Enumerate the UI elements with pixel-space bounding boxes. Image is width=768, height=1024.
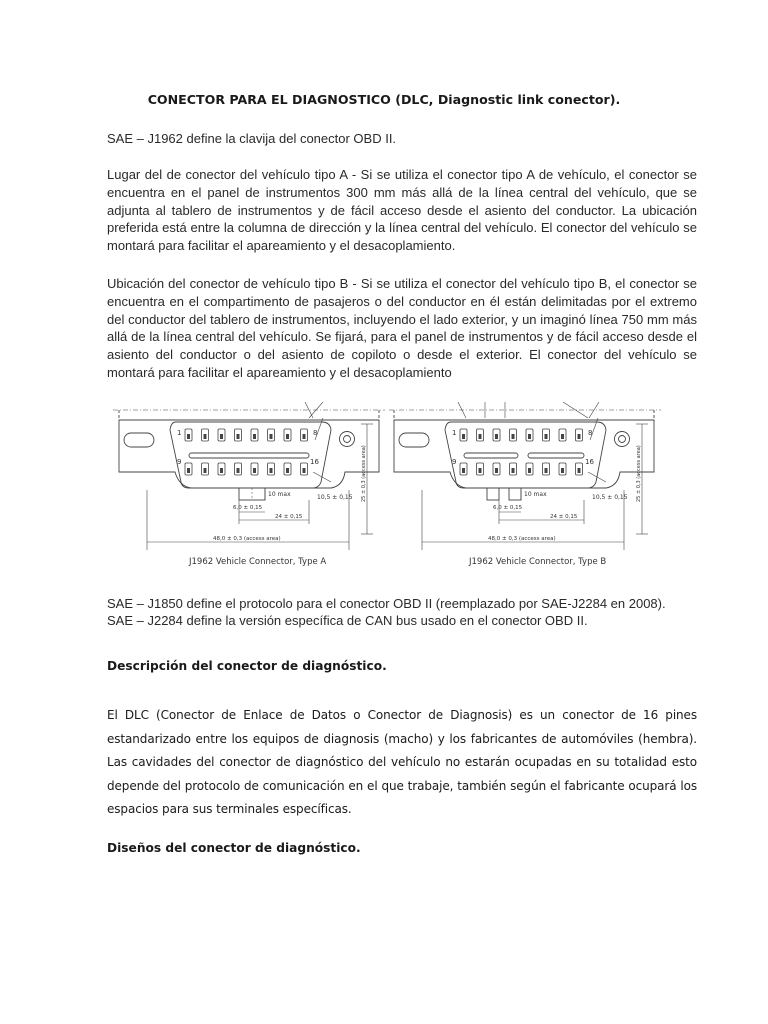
connector-b-drawing xyxy=(389,402,661,500)
j1962-connector-figure xyxy=(113,402,671,574)
connector-b-pin9-label: 9 xyxy=(452,458,457,466)
connector-b-pin1-label: 1 xyxy=(452,429,457,437)
section-heading-disenos: Diseños del conector de diagnóstico. xyxy=(107,841,361,855)
connector-b-pin-contact-5 xyxy=(528,434,531,439)
connector-b-pin-contact-12 xyxy=(512,468,515,473)
connector-b-pin-contact-1 xyxy=(462,434,465,439)
connector-a-pin-contact-14 xyxy=(270,468,273,473)
connector-b-dim-10max: 10 max xyxy=(524,491,547,498)
connector-b-dim-25: 25 ± 0,3 (access area) xyxy=(636,445,642,502)
connector-a-dimensions xyxy=(147,424,373,550)
connector-a-caption: J1962 Vehicle Connector, Type A xyxy=(189,557,327,567)
connector-a-pin-contact-5 xyxy=(253,434,256,439)
connector-b-pins xyxy=(460,429,583,475)
paragraph-type-b-location: Ubicación del conector de vehículo tipo B - Si se utiliza el conector del vehículo tipo B, el conector se encuentra en el compartimento de pasajeros o del conductor en él están delimitadas por el extremo del conductor del tablero de instrumentos, incluyendo el lado exterior, y un imaginó línea 750 mm más allá de la línea central del vehículo. Se fijará, para el panel de instrumentos y de fácil acceso desde el asiento del conductor o del asiento de copiloto o desde el exterior. El conector del vehículo se montará para facilitar el apareamiento y el desacoplamiento xyxy=(107,276,697,380)
connector-a-pin-contact-7 xyxy=(286,434,289,439)
connector-b-pin-contact-8 xyxy=(578,434,581,439)
connector-a-pin-contact-9 xyxy=(187,468,190,473)
connector-b-pin-contact-15 xyxy=(561,468,564,473)
connector-a-pin-contact-3 xyxy=(220,434,223,439)
connector-a-pin9-label: 9 xyxy=(177,458,182,466)
connector-a-pin-contact-13 xyxy=(253,468,256,473)
paragraph-sae-j2284: SAE – J2284 define la versión específica de CAN bus usado en el conector OBD II. xyxy=(107,613,588,628)
connector-a-pin-contact-2 xyxy=(204,434,207,439)
paragraph-sae-j1962: SAE – J1962 define la clavija del conector OBD II. xyxy=(107,131,397,146)
connector-b-pin-contact-16 xyxy=(578,468,581,473)
connector-a-pin-contact-11 xyxy=(220,468,223,473)
connector-a-pin1-label: 1 xyxy=(177,429,182,437)
connector-a-pin-contact-4 xyxy=(237,434,240,439)
connector-b-dim-pitch: 10,5 ± 0,15 xyxy=(592,494,628,501)
connector-a-drawing xyxy=(113,402,385,500)
connector-b-pin16-label: 16 xyxy=(585,458,594,466)
connector-b-dimensions xyxy=(422,424,648,550)
connector-b-pin-contact-2 xyxy=(479,434,482,439)
connector-a-dim-48: 48,0 ± 0,3 (access area) xyxy=(213,536,281,542)
connector-a-pin-contact-15 xyxy=(286,468,289,473)
connector-b-pin-contact-14 xyxy=(545,468,548,473)
document-title: CONECTOR PARA EL DIAGNOSTICO (DLC, Diagnostic link conector). xyxy=(147,92,621,107)
connector-a-pin-contact-10 xyxy=(204,468,207,473)
connector-b-pin-contact-6 xyxy=(545,434,548,439)
connector-a-pin-contact-16 xyxy=(303,468,306,473)
connector-a-pin-contact-1 xyxy=(187,434,190,439)
connector-b-pin-contact-11 xyxy=(495,468,498,473)
connector-b-dim-6: 6,0 ± 0,15 xyxy=(493,505,523,511)
connector-b-pin-contact-10 xyxy=(479,468,482,473)
connector-b-dim-48: 48,0 ± 0,3 (access area) xyxy=(488,536,556,542)
connector-b-pin8-label: 8 xyxy=(588,429,593,437)
connector-a-pins xyxy=(185,429,308,475)
paragraph-sae-j1850: SAE – J1850 define el protocolo para el conector OBD II (reemplazado por SAE-J2284 en 2008). xyxy=(107,596,666,611)
connector-b-dim-24: 24 ± 0,15 xyxy=(550,514,578,520)
connector-a-pin8-label: 8 xyxy=(313,429,318,437)
connector-a-pin16-label: 16 xyxy=(310,458,319,466)
connector-a-dim-25: 25 ± 0,3 (access area) xyxy=(361,445,367,502)
connector-a-pin-contact-8 xyxy=(303,434,306,439)
connector-a-dim-24: 24 ± 0,15 xyxy=(275,514,303,520)
connector-a-dim-6: 6,0 ± 0,15 xyxy=(233,505,263,511)
paragraph-dlc-description: El DLC (Conector de Enlace de Datos o Conector de Diagnosis) es un conector de 16 pines estandarizado entre los equipos de diagnosis (macho) y los fabricantes de automóviles (hembra). Las cavidades del conector de diagnóstico del vehículo no estarán ocupadas en su totalidad esto depende del protocolo de comunicación en el que trabaje, también según el fabricante ocupará los espacios para sus terminales específicas. xyxy=(107,708,697,817)
connector-a-dim-pitch: 10,5 ± 0,15 xyxy=(317,494,353,501)
connector-b-pin-contact-4 xyxy=(512,434,515,439)
connector-b-caption: J1962 Vehicle Connector, Type B xyxy=(469,557,607,567)
connector-b-pin-contact-3 xyxy=(495,434,498,439)
paragraph-type-a-location: Lugar del de conector del vehículo tipo A - Si se utiliza el conector tipo A de vehículo, el conector se encuentra en el panel de instrumentos 300 mm más allá de la línea central del vehículo, que se adjunta al tablero de instrumentos y de fácil acceso desde el asiento del conductor. La ubicación preferida está entre la columna de dirección y la línea central del vehículo. El conector del vehículo se montará para facilitar el apareamiento y el desacoplamiento. xyxy=(107,167,697,254)
section-heading-descripcion: Descripción del conector de diagnóstico. xyxy=(107,659,387,673)
connector-a-pin-contact-12 xyxy=(237,468,240,473)
connector-a-dim-10max: 10 max xyxy=(268,491,291,498)
connector-b-pin-contact-13 xyxy=(528,468,531,473)
connector-a-pin-contact-6 xyxy=(270,434,273,439)
connector-b-pin-contact-7 xyxy=(561,434,564,439)
connector-b-pin-contact-9 xyxy=(462,468,465,473)
